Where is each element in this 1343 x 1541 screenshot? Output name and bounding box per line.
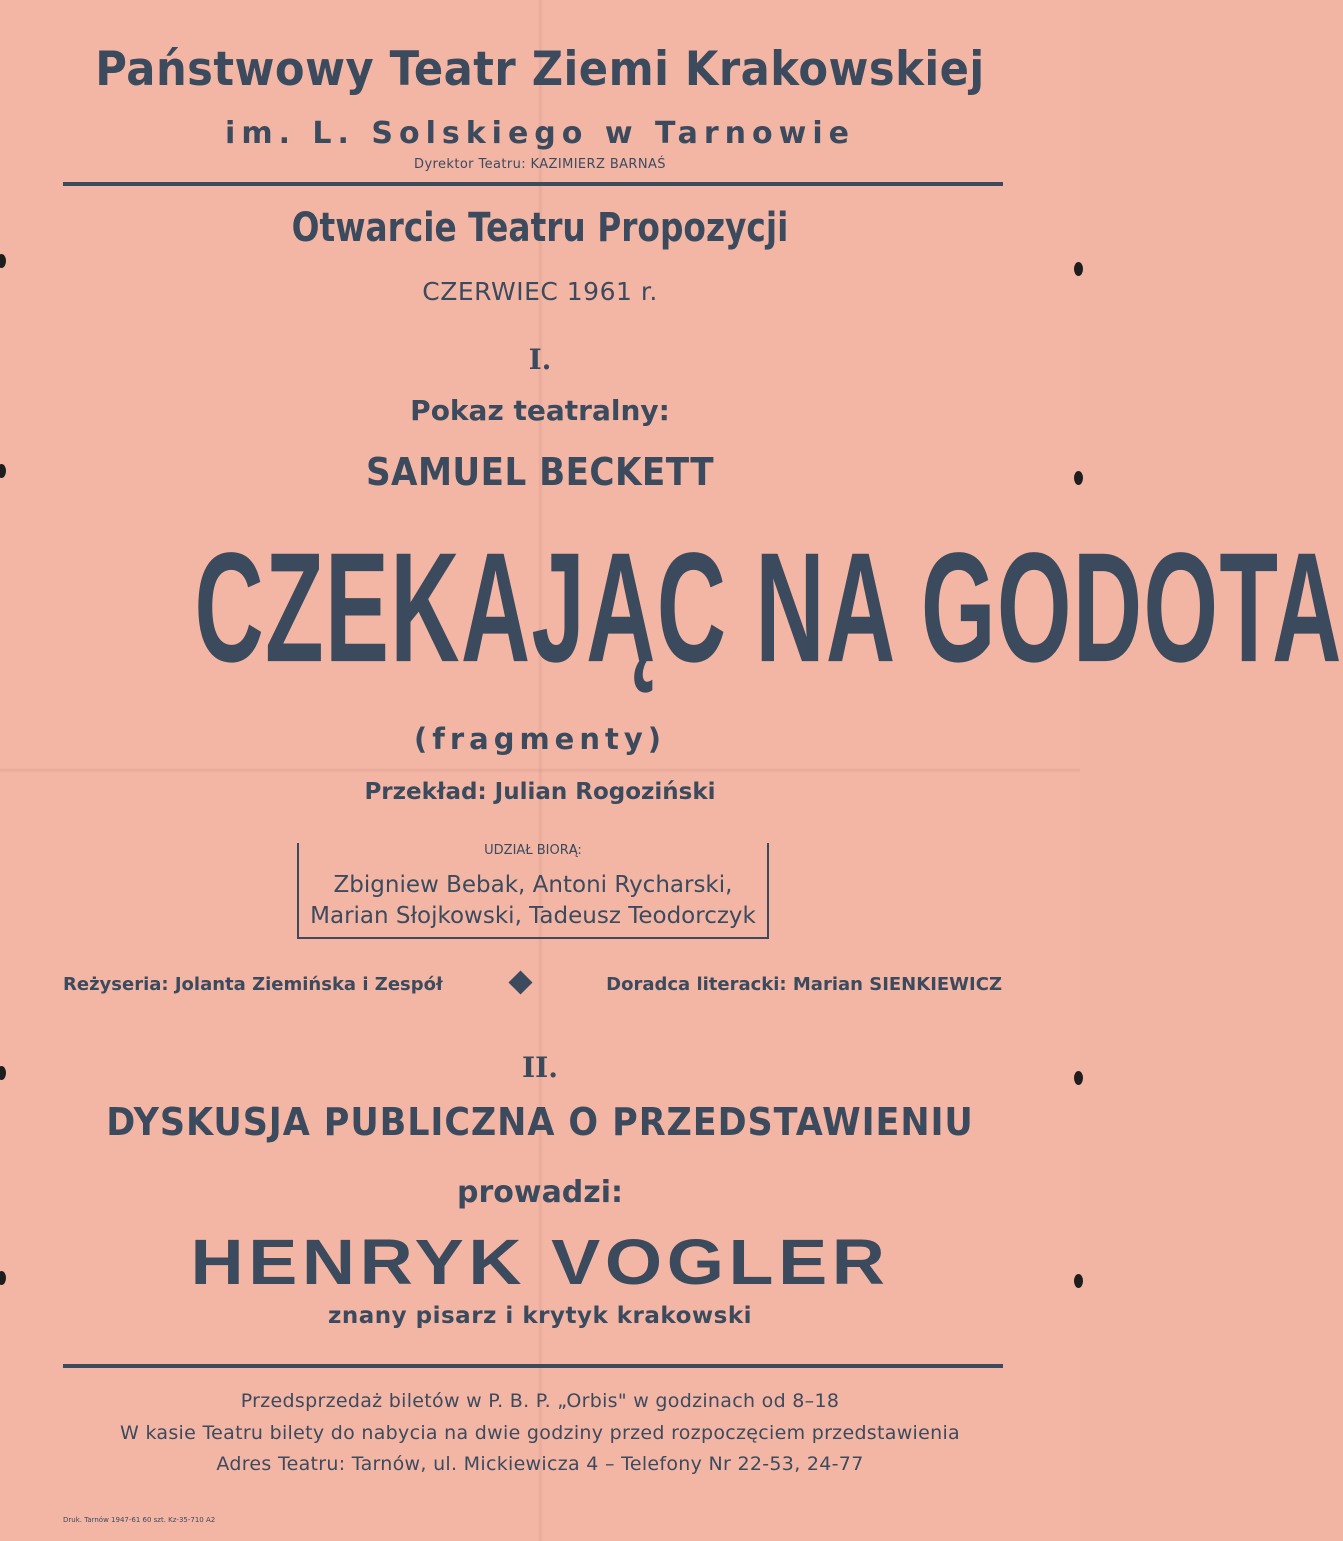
host-name: HENRYK VOGLER bbox=[190, 1226, 890, 1298]
director-line: Dyrektor Teatru: KAZIMIERZ BARNAŚ bbox=[414, 157, 666, 172]
diamond-separator-icon bbox=[508, 970, 532, 994]
theatre-subtitle: im. L. Solskiego w Tarnowie bbox=[225, 116, 855, 151]
punch-hole bbox=[1074, 1071, 1083, 1085]
box-office-info: W kasie Teatru bilety do nabycia na dwie godziny przed rozpoczęciem przedstawienia bbox=[120, 1422, 960, 1444]
address-info: Adres Teatru: Tarnów, ul. Mickiewicza 4 – Telefony Nr 22-53, 24-77 bbox=[216, 1453, 864, 1475]
play-title: CZEKAJĄC NA GODOTA bbox=[194, 519, 1343, 695]
presale-info: Przedsprzedaż biletów w P. B. P. „Orbis" w godzinach od 8–18 bbox=[240, 1390, 840, 1412]
show-type: Pokaz teatralny: bbox=[410, 394, 670, 427]
event-title: Otwarcie Teatru Propozycji bbox=[291, 205, 789, 251]
part-one-numeral: I. bbox=[528, 343, 552, 376]
cast-label: UDZIAŁ BIORĄ: bbox=[484, 843, 582, 858]
cast-line-1: Zbigniew Bebak, Antoni Rycharski, bbox=[333, 872, 733, 898]
event-date: CZERWIEC 1961 r. bbox=[422, 277, 658, 306]
author-name: SAMUEL BECKETT bbox=[365, 450, 715, 494]
direction-credit: Reżyseria: Jolanta Ziemińska i Zespół bbox=[63, 974, 443, 995]
punch-hole bbox=[0, 254, 6, 268]
punch-hole bbox=[0, 464, 6, 478]
host-description: znany pisarz i krytyk krakowski bbox=[327, 1303, 753, 1329]
led-by-label: prowadzi: bbox=[456, 1175, 624, 1210]
theatre-name: Państwowy Teatr Ziemi Krakowskiej bbox=[95, 42, 985, 97]
cast-line-2: Marian Słojkowski, Tadeusz Teodorczyk bbox=[310, 903, 756, 929]
punch-hole bbox=[1074, 1274, 1083, 1288]
punch-hole bbox=[1074, 471, 1083, 485]
top-divider bbox=[63, 182, 1003, 186]
discussion-title: DYSKUSJA PUBLICZNA O PRZEDSTAWIENIU bbox=[106, 1100, 974, 1144]
part-two-numeral: II. bbox=[522, 1051, 558, 1084]
fragments-note: (fragmenty) bbox=[413, 722, 667, 756]
bottom-divider bbox=[63, 1364, 1003, 1368]
punch-hole bbox=[1074, 262, 1083, 276]
literary-advisor-credit: Doradca literacki: Marian SIENKIEWICZ bbox=[606, 974, 1002, 995]
printer-imprint: Druk. Tarnów 1947-61 60 szt. Kz-35-710 A2 bbox=[63, 1516, 216, 1524]
cast-names bbox=[299, 870, 767, 932]
translation-credit: Przekład: Julian Rogoziński bbox=[364, 779, 716, 805]
cast-box bbox=[297, 843, 769, 939]
